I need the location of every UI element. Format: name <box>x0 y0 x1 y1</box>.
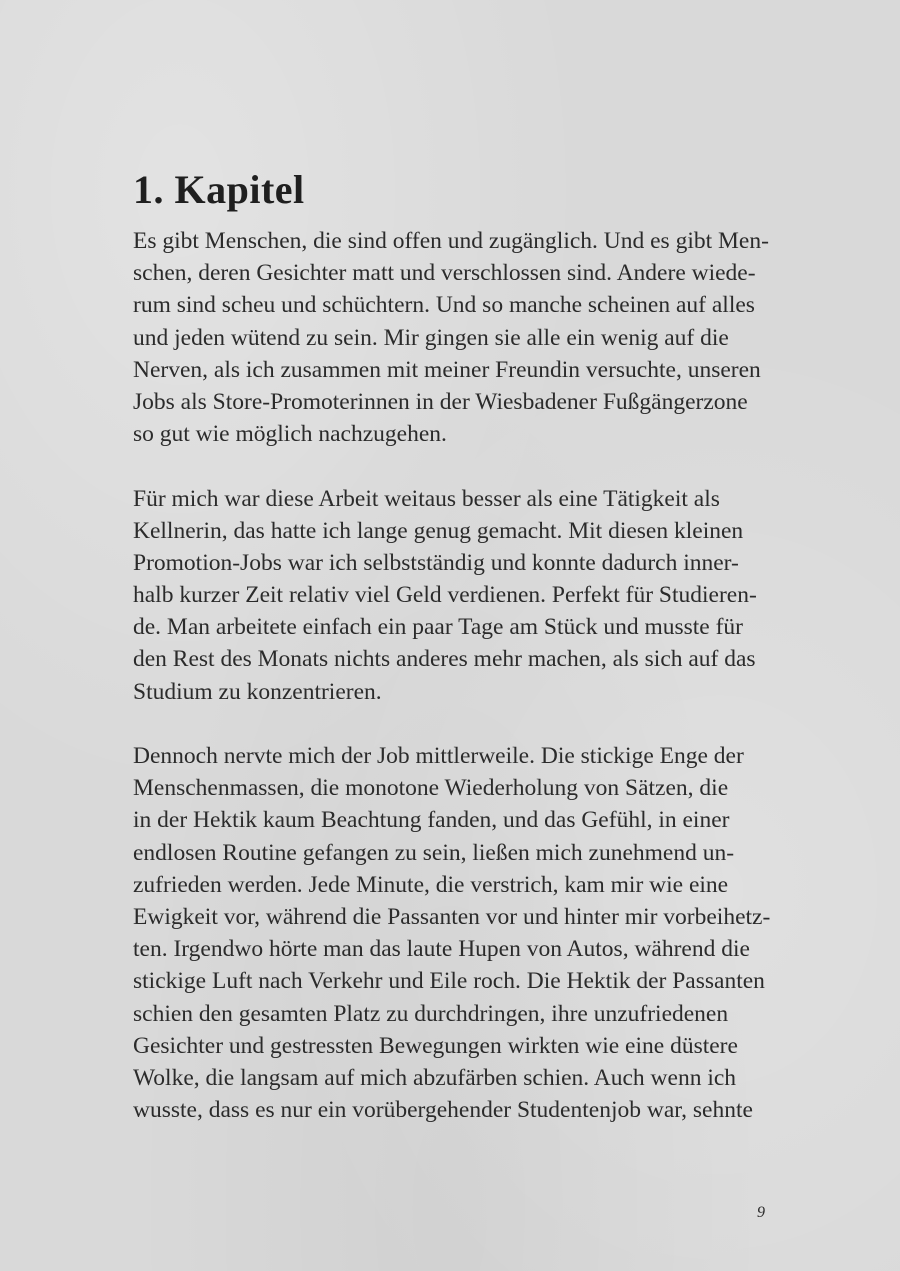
text-line: Promotion-Jobs war ich selbstständig und konnte dadurch inner- <box>133 549 739 576</box>
text-line: Nerven, als ich zusammen mit meiner Freundin versuchte, unseren <box>133 356 761 383</box>
page-number: 9 <box>757 1204 765 1221</box>
text-line: rum sind scheu und schüchtern. Und so manche scheinen auf alles <box>133 292 755 319</box>
text-line: ten. Irgendwo hörte man das laute Hupen von Autos, während die <box>133 936 750 963</box>
text-line: Jobs als Store-Promoterinnen in der Wiesbadener Fußgängerzone <box>133 388 748 415</box>
text-line: Kellnerin, das hatte ich lange genug gemacht. Mit diesen kleinen <box>133 517 744 544</box>
text-line: Menschenmassen, die monotone Wiederholung von Sätzen, die <box>133 775 729 802</box>
text-line: halb kurzer Zeit relativ viel Geld verdienen. Perfekt für Studieren- <box>133 582 757 609</box>
body-text <box>133 225 783 1126</box>
paragraph <box>133 483 783 708</box>
text-line: den Rest des Monats nichts anderes mehr machen, als sich auf das <box>133 646 756 673</box>
text-line: Studium zu konzentrieren. <box>133 678 382 705</box>
text-line: so gut wie möglich nachzugehen. <box>133 421 447 448</box>
text-line: de. Man arbeitete einfach ein paar Tage am Stück und musste für <box>133 614 744 641</box>
text-line: Für mich war diese Arbeit weitaus besser als eine Tätigkeit als <box>133 485 720 512</box>
text-line: in der Hektik kaum Beachtung fanden, und das Gefühl, in einer <box>133 807 730 834</box>
text-line: Ewigkeit vor, während die Passanten vor und hinter mir vorbeihetz- <box>133 903 771 930</box>
text-line: schen, deren Gesichter matt und verschlossen sind. Andere wiede- <box>133 260 756 287</box>
text-line: Es gibt Menschen, die sind offen und zugänglich. Und es gibt Men- <box>133 228 769 254</box>
text-line: wusste, dass es nur ein vorübergehender Studentenjob war, sehnte <box>133 1097 753 1124</box>
text-line: Wolke, die langsam auf mich abzufärben schien. Auch wenn ich <box>133 1064 737 1091</box>
text-line: endlosen Routine gefangen zu sein, ließen mich zunehmend un- <box>133 839 735 866</box>
text-line: und jeden wütend zu sein. Mir gingen sie alle ein wenig auf die <box>133 324 729 351</box>
paragraph-spacer <box>133 450 783 482</box>
paragraph <box>133 225 783 450</box>
text-line: zufrieden werden. Jede Minute, die verstrich, kam mir wie eine <box>133 871 729 898</box>
chapter-title: 1. Kapitel <box>133 167 305 212</box>
text-line: stickige Luft nach Verkehr und Eile roch. Die Hektik der Passanten <box>133 968 765 995</box>
text-line: schien den gesamten Platz zu durchdringen, ihre unzufriedenen <box>133 1000 729 1027</box>
paragraph <box>133 740 783 1126</box>
paragraph-spacer <box>133 708 783 740</box>
text-line: Dennoch nervte mich der Job mittlerweile. Die stickige Enge der <box>133 743 744 769</box>
text-line: Gesichter und gestressten Bewegungen wirkten wie eine düstere <box>133 1032 738 1059</box>
